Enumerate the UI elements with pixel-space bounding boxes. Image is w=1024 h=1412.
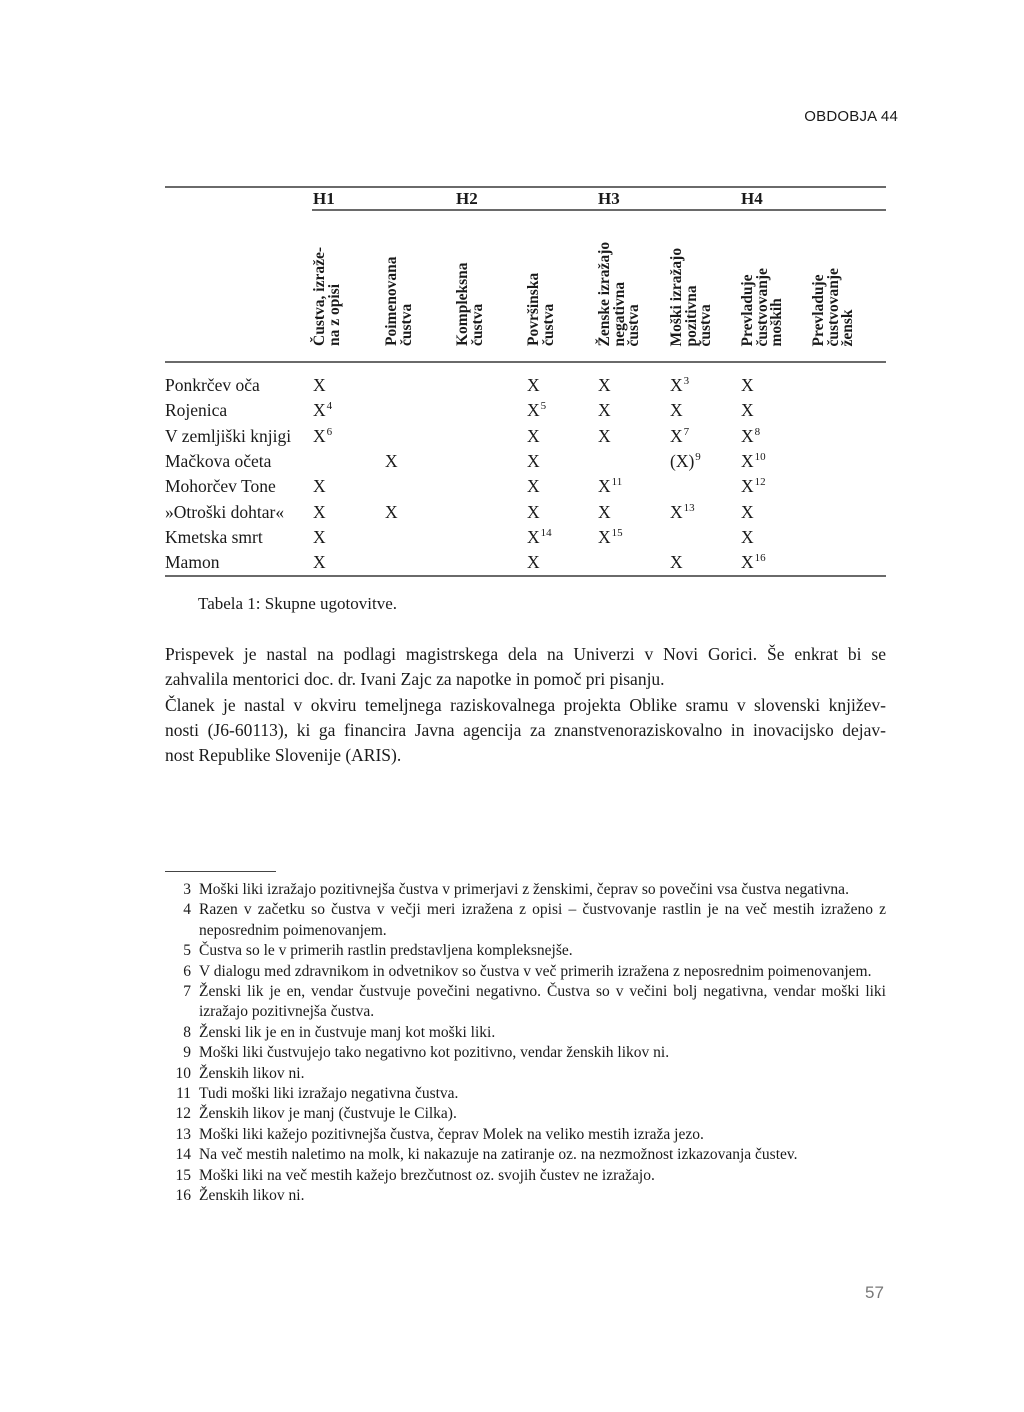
- table-cell-mark: X: [598, 501, 611, 522]
- footnote-text: Moški liki čustvujejo tako negativno kot pozitivno, vendar ženskih likov ni.: [199, 1044, 670, 1062]
- col-header-line: na z opisi: [325, 283, 343, 346]
- footnote-number: 4: [183, 901, 191, 919]
- footnote-number: 10: [175, 1064, 191, 1082]
- table-cell-mark: X: [313, 375, 326, 395]
- footnote: [165, 982, 886, 1023]
- footnote-number: 6: [183, 962, 191, 980]
- footnote-ref: 13: [683, 501, 695, 514]
- table-cell-mark: $X^7$: [670, 425, 690, 446]
- footnote-text: Ženski lik je en in čustvuje manj kot moški liki.: [199, 1023, 496, 1041]
- table-cell-mark: X: [527, 450, 540, 471]
- col-header-line: čustvovanje: [753, 267, 771, 346]
- footnote: [165, 1145, 886, 1165]
- footnote-number: 15: [175, 1166, 191, 1184]
- table-cell-mark: X: [313, 552, 326, 573]
- footnote-ref: 7: [683, 425, 690, 438]
- footnote-ref: 6: [326, 425, 333, 438]
- footnote: [165, 1023, 886, 1043]
- table-cell-mark: X: [527, 552, 540, 573]
- footnote-ref: 5: [540, 400, 547, 413]
- table-cell-mark: X: [598, 400, 611, 421]
- col-header-line: čustvovanje: [824, 267, 842, 346]
- row-label: Kmetska smrt: [165, 526, 263, 547]
- footnote: [165, 1125, 886, 1145]
- footnote-text: Moški liki na več mestih kažejo brezčutnost oz. svojih čustev ne izražajo.: [199, 1166, 655, 1184]
- col-header-line: Prevladuje: [739, 273, 756, 346]
- col-header-prevladuje-moskih: [741, 218, 811, 346]
- footnote-number: 13: [175, 1125, 191, 1143]
- col-header-line: čustva: [397, 303, 415, 346]
- table-cell-mark: $X^5$: [527, 400, 547, 421]
- footnote-text: Tudi moški liki izražajo negativna čustva.: [199, 1085, 459, 1103]
- acknowledgement-paragraph: [165, 642, 886, 768]
- col-header-line: čustva: [468, 303, 486, 346]
- col-header-line: Poimenovana: [383, 256, 400, 346]
- col-header-prevladuje-zensk: [812, 218, 882, 346]
- footnote-ref: 8: [754, 425, 761, 438]
- footnote-number: 5: [183, 942, 191, 960]
- row-label: Mohorčev Tone: [165, 476, 276, 497]
- footnote-ref: 3: [683, 375, 690, 387]
- table-cell-mark: X: [598, 375, 611, 395]
- col-header-opisi: [313, 218, 383, 346]
- table-cell-mark: X: [527, 375, 540, 395]
- footnote: [165, 1186, 886, 1206]
- table-cell-mark: $X^3$: [670, 375, 690, 395]
- col-header-line: čustva: [697, 303, 714, 346]
- paragraph-line: nost Republike Slovenije (ARIS).: [165, 745, 402, 766]
- table-cell-mark: $X^{13}$: [670, 501, 695, 522]
- footnote-text: Razen v začetku so čustva v večji meri izražena z opisi – čustvovanje rastlin je na več mestih izraženo z neposrednim poimenovanjem.: [199, 901, 886, 939]
- footnote-number: 11: [176, 1085, 191, 1103]
- table-cell-mark: $X^{14}$: [527, 526, 552, 547]
- table-cell-mark: X: [741, 501, 754, 522]
- table-cell-mark: X: [313, 526, 326, 547]
- page-number: 57: [865, 1283, 884, 1302]
- table-cell-mark: $X^{15}$: [598, 526, 623, 547]
- table-cell-mark: X: [385, 501, 398, 522]
- table-cell-mark: X: [741, 375, 754, 395]
- footnote-ref: 14: [540, 526, 552, 539]
- footnote-number: 12: [175, 1105, 191, 1123]
- footnote-text: Ženskih likov ni.: [199, 1064, 305, 1082]
- table-cell-mark: $X^{12}$: [741, 476, 766, 497]
- paragraph-line: Prispevek je nastal na podlagi magistrskega dela na Univerzi v Novi Gorici. Še enkrat bi se: [165, 644, 886, 664]
- table-cell-mark: $X^8$: [741, 425, 761, 446]
- table-caption: Tabela 1: Skupne ugotovitve.: [198, 594, 397, 613]
- table-cell-mark: X: [598, 425, 611, 446]
- header-bottom-rule: [165, 361, 886, 363]
- table-top-rule: [165, 186, 886, 188]
- col-header-moski-pozitivna: [670, 218, 740, 346]
- col-header-poimenovana: [385, 218, 455, 346]
- table-cell-mark: X: [670, 552, 683, 573]
- group-header-h3: H3: [598, 189, 620, 208]
- table-cell-mark: $X^{16}$: [741, 552, 766, 573]
- footnote-text: Ženski lik je en, vendar čustvuje povečini negativno. Čustva so v večini bolj negativna, vendar moški liki izražajo pozitivnejša čustva.: [199, 983, 886, 1021]
- table-cell-mark: X: [385, 450, 398, 471]
- footnote-ref: 12: [754, 476, 766, 489]
- table-cell-mark: X: [741, 526, 754, 547]
- footnote: [165, 1084, 886, 1104]
- footnote-ref: 15: [611, 526, 623, 539]
- footnote: [165, 962, 886, 982]
- table-cell-mark: $X^{11}$: [598, 476, 623, 497]
- table-bottom-rule: [165, 575, 886, 577]
- footnote-text: V dialogu med zdravnikom in odvetnikov so čustva v več primerih izražena z neposrednim poimenovanjem.: [199, 962, 872, 980]
- footnote-separator: [165, 871, 276, 872]
- footnote: [165, 880, 886, 900]
- col-header-povrsinska: [527, 218, 597, 346]
- row-label: Mamon: [165, 552, 220, 573]
- table-cell-mark: X: [313, 476, 326, 497]
- footnote-text: Moški liki kažejo pozitivnejša čustva, čeprav Molek na veliko mestih izraža jezo.: [199, 1125, 704, 1143]
- table-cell-mark: X: [741, 400, 754, 421]
- table-cell-mark: X: [527, 476, 540, 497]
- col-header-line: moških: [768, 297, 785, 346]
- table-cell-mark: $(X)^9$: [670, 450, 701, 471]
- footnote-number: 16: [175, 1187, 191, 1205]
- group-header-rule: [312, 209, 886, 211]
- footnote-ref: 9: [695, 450, 701, 463]
- table-cell-mark: $X^4$: [313, 400, 333, 421]
- paragraph-line: nosti (J6-60113), ki ga financira Javna agencija za znanstvenoraziskovalno in inovacijsko dejav-: [165, 719, 886, 740]
- col-header-line: Kompleksna: [454, 262, 471, 346]
- row-label: V zemljiški knjigi: [165, 425, 292, 446]
- col-header-line: Moški izražajo: [668, 247, 685, 346]
- col-header-line: Ženske izražajo: [596, 241, 613, 346]
- col-header-line: negativna: [610, 281, 628, 346]
- table-cell-mark: $X^{10}$: [741, 450, 766, 471]
- footnotes: [165, 880, 886, 1207]
- table-cell-mark: X: [527, 425, 540, 446]
- footnote: [165, 941, 886, 961]
- col-header-kompleksna: [456, 218, 526, 346]
- footnote-text: Na več mestih naletimo na molk, ki nakazuje na zatiranje oz. na nezmožnost izkazovanja čustev.: [199, 1146, 798, 1164]
- footnote-number: 9: [183, 1044, 191, 1062]
- table-cell-mark: X: [527, 501, 540, 522]
- footnote-number: 3: [183, 881, 191, 898]
- col-header-line: pozitivna: [682, 284, 700, 346]
- paragraph-line: Članek je nastal v okviru temeljnega raziskovalnega projekta Oblike sramu v slovenski književ-: [165, 694, 886, 715]
- footnote-ref: 10: [754, 450, 766, 463]
- footnote: [165, 1104, 886, 1124]
- col-header-line: žensk: [839, 308, 856, 346]
- footnote-text: Moški liki izražajo pozitivnejša čustva v primerjavi z ženskimi, čeprav so povečini vsa čustva negativna.: [199, 881, 849, 898]
- table-cell-mark: X: [313, 501, 326, 522]
- row-label: Mačkova očeta: [165, 450, 272, 471]
- col-header-line: čustva: [625, 303, 642, 346]
- group-header-h1: H1: [313, 189, 335, 208]
- col-header-zenske-negativna: [598, 218, 668, 346]
- col-header-line: Površinska: [525, 272, 542, 346]
- footnote-text: Čustva so le v primerih rastlin predstavljena kompleksnejše.: [199, 942, 573, 960]
- footnote-text: Ženskih likov je manj (čustvuje le Cilka).: [199, 1105, 457, 1123]
- footnote: [165, 1064, 886, 1084]
- footnote-ref: 4: [326, 400, 333, 413]
- footnote: [165, 900, 886, 941]
- footnote-text: Ženskih likov ni.: [199, 1187, 305, 1205]
- group-header-h2: H2: [456, 189, 478, 208]
- col-header-line: Prevladuje: [810, 273, 827, 346]
- footnote-ref: 16: [754, 552, 766, 565]
- footnote: [165, 1166, 886, 1186]
- table-cell-mark: $X^6$: [313, 425, 333, 446]
- footnote-number: 8: [183, 1023, 191, 1041]
- footnote-number: 14: [175, 1146, 191, 1164]
- table-cell-mark: X: [670, 400, 683, 421]
- col-header-line: Čustva, izraže-: [311, 247, 328, 346]
- running-head: OBDOBJA 44: [804, 108, 898, 125]
- row-label: Ponkrčev oča: [165, 375, 260, 395]
- footnote: [165, 1043, 886, 1063]
- row-label: Rojenica: [165, 400, 228, 421]
- footnote-ref: 11: [611, 476, 623, 489]
- paragraph-line: zahvalila mentorici doc. dr. Ivani Zajc za napotke in pomoč pri pisanju.: [165, 669, 665, 690]
- footnote-number: 7: [183, 983, 191, 1001]
- col-header-line: čustva: [539, 303, 557, 346]
- group-header-h4: H4: [741, 189, 763, 208]
- row-label: »Otroški dohtar«: [165, 501, 285, 522]
